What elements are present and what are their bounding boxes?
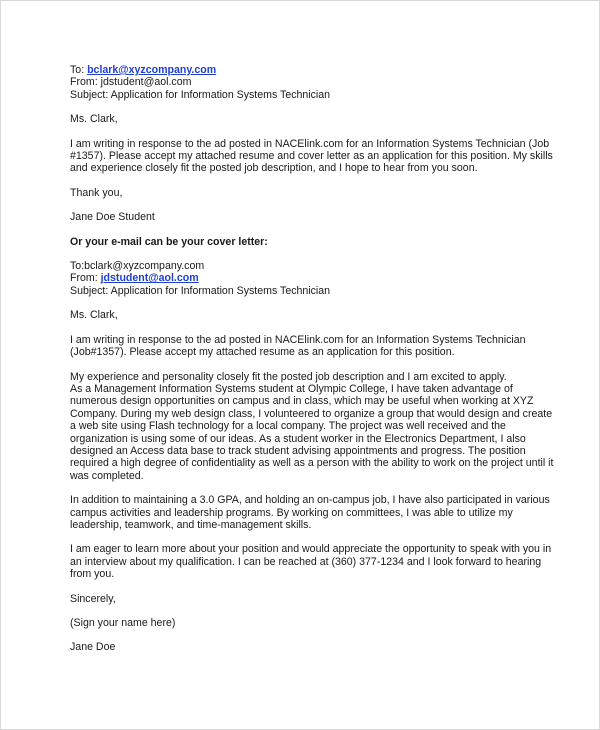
paragraph-3: In addition to maintaining a 3.0 GPA, and holding an on-campus job, I have also participated in various campus activities and leadership programs. By working on committees, I was able to utilize my leadership, teamwork, and time-management skills. [70, 494, 550, 531]
subject-line-2: Subject: Application for Information Systems Technician [70, 284, 331, 297]
salutation: Ms. Clark, [70, 113, 118, 126]
to-line [70, 64, 570, 76]
paragraph-1: I am writing in response to the ad posted in NACElink.com for an Information Systems Technician (Job#1357). Please accept my attached resume as an application for this position. [70, 333, 526, 359]
to-email-link[interactable]: bclark@xyzcompany.com [87, 64, 217, 76]
from-line-2 [70, 272, 570, 284]
letter1-body: I am writing in response to the ad posted in NACElink.com for an Information Systems Technician (Job #1357). Please accept my attached resume and cover letter as an application for this position. My skills and experience closely fit the posted job description, and I hope to hear from you soon. [70, 137, 553, 175]
closing-2: Sincerely, [70, 592, 116, 605]
signature-2: Jane Doe [70, 641, 116, 654]
paragraph-4: I am eager to learn more about your position and would appreciate the opportunity to speak with you in an interview about my qualification. I can be reached at (360) 377-1234 and I look forward to hearing from you. [70, 543, 552, 581]
to-label: To: [70, 64, 88, 76]
from-label: From: [70, 272, 101, 285]
paragraph-2: My experience and personality closely fit the posted job description and I am excited to apply. As a Management Information Systems student at Olympic College, I have taken advantage of numerous design opportunities on campus and in class, which may be useful when working at XYZ Company. During my web design class, I volunteered to organize a group that would design and create a web site using Flash technology for a local company. The project was well received and the organization is using some of our ideas. As a student worker in the Electronics Department, I also designed an Access data base to track student advising appointments and progress. The position required a high degree of confidentiality as well as a person with the ability to work on the project until it was completed. [70, 370, 554, 482]
sign-placeholder: (Sign your name here) [70, 617, 176, 629]
closing: Thank you, [70, 186, 123, 199]
document-body [70, 64, 570, 654]
section-heading: Or your e-mail can be your cover letter: [70, 235, 268, 248]
signature: Jane Doe Student [70, 211, 155, 224]
salutation-2: Ms. Clark, [70, 309, 118, 322]
from-line: From: jdstudent@aol.com [70, 76, 192, 89]
to-line-2: To:bclark@xyzcompany.com [70, 260, 205, 273]
subject-line: Subject: Application for Information Systems Technician [70, 88, 331, 101]
from-email-link[interactable]: jdstudent@aol.com [100, 272, 199, 285]
